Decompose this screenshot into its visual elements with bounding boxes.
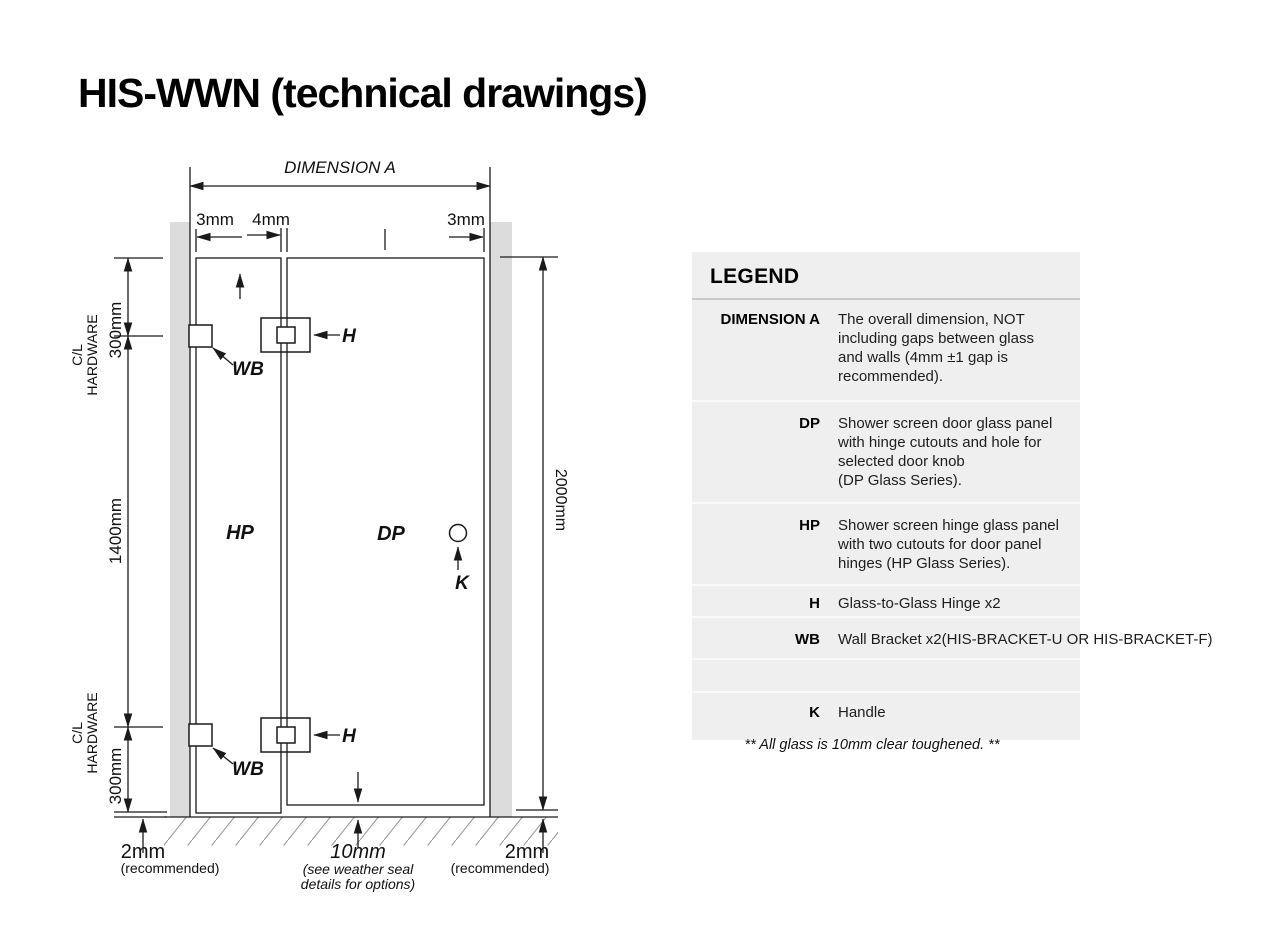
dimension-a-label: DIMENSION A: [284, 158, 396, 177]
legend-row-hp: [692, 502, 1080, 584]
legend-term: DIMENSION A: [720, 311, 820, 328]
left-dims: [69, 258, 167, 853]
door-floor-gap-note1: (see weather seal: [302, 861, 414, 877]
legend-desc-line: Glass-to-Glass Hinge x2: [838, 595, 1001, 612]
door-floor-gap-note2: details for options): [300, 876, 416, 892]
legend-term: HP: [799, 517, 820, 534]
legend-term: [692, 660, 820, 691]
floor-gap-right-note: (recommended): [450, 860, 550, 876]
legend-desc-line: Handle: [838, 704, 886, 721]
legend-row-h: [692, 584, 1080, 616]
floor-gap-left-label: 2mm: [120, 841, 166, 863]
hinge-top-label: H: [342, 326, 356, 347]
legend-desc-line: and walls (4mm ±1 gap is: [838, 349, 1008, 366]
legend-row-dp: [692, 400, 1080, 502]
floor-gap-left-note: (recommended): [120, 860, 220, 876]
legend-desc: [838, 630, 1213, 649]
cl-hardware-top-line1: C/L: [69, 344, 85, 366]
legend-desc-line: recommended).: [838, 368, 944, 385]
legend-term: H: [809, 595, 820, 612]
height-label: 2000mm: [552, 468, 569, 532]
floor-gap-right-label: 2mm: [504, 841, 550, 863]
legend-term: DP: [799, 415, 820, 432]
hp-panel-label: HP: [226, 522, 254, 544]
cl-hardware-top-line2: HARDWARE: [84, 314, 100, 396]
cl-hardware-bottom-line2: HARDWARE: [84, 692, 100, 774]
top-gap-dims: [196, 210, 485, 252]
legend-desc-line: with two cutouts for door panel: [838, 536, 1042, 553]
legend-panel: [692, 252, 1213, 740]
dp-panel-label: DP: [377, 523, 405, 545]
dimension-a: [190, 158, 490, 186]
legend-desc: [838, 703, 886, 722]
page-title: HIS-WWN (technical drawings): [78, 70, 647, 116]
legend-desc-line: with hinge cutouts and hole for: [838, 434, 1042, 451]
gap-right-label: 3mm: [447, 210, 485, 229]
left-wall: [170, 222, 190, 817]
glass-footnote: ** All glass is 10mm clear toughened. **: [744, 737, 1000, 753]
handle-label: K: [455, 573, 469, 594]
legend-row-wb: [692, 616, 1213, 658]
legend-title: LEGEND: [692, 252, 1080, 300]
legend-desc-line: Shower screen door glass panel: [838, 415, 1053, 432]
legend-desc-line: including gaps between glass: [838, 330, 1034, 347]
legend-term: K: [809, 704, 820, 721]
hinge-top: [261, 318, 357, 352]
legend-desc-line: The overall dimension, NOT: [838, 311, 1025, 328]
legend-row-dimension-a: [692, 300, 1080, 400]
handle-knob: [450, 525, 471, 595]
legend-desc-line: (DP Glass Series).: [838, 472, 962, 489]
legend-term: WB: [795, 631, 820, 648]
mid-span-label: 1400mm: [106, 497, 125, 565]
wall-bracket-bottom-label: WB: [232, 759, 264, 780]
legend-desc-line: Shower screen hinge glass panel: [838, 517, 1059, 534]
legend-row-k: [692, 691, 1080, 740]
hinge-bottom-label: H: [342, 726, 356, 747]
hinge-bottom: [261, 718, 357, 752]
gap-left-label: 3mm: [196, 210, 234, 229]
bottom-offset-label: 300mm: [106, 747, 125, 805]
wall-bracket-top: [189, 325, 264, 380]
legend-desc: [838, 310, 1034, 386]
legend-desc: [838, 516, 1059, 573]
wall-bracket-bottom: [189, 724, 264, 780]
right-wall: [490, 222, 512, 817]
legend-desc: [838, 414, 1052, 490]
cl-hardware-bottom-line1: C/L: [69, 722, 85, 744]
top-offset-label: 300mm: [106, 301, 125, 359]
wall-bracket-top-label: WB: [232, 359, 264, 380]
legend-desc: [838, 594, 1001, 613]
legend-row-empty: [692, 658, 1080, 691]
legend-desc-line: selected door knob: [838, 453, 965, 470]
gap-mid-label: 4mm: [252, 210, 290, 229]
legend-desc-line: hinges (HP Glass Series).: [838, 555, 1011, 572]
legend-desc-line: Wall Bracket x2(HIS-BRACKET-U OR HIS-BRACKET-F): [838, 631, 1213, 648]
door-floor-gap-label: 10mm: [330, 841, 386, 863]
